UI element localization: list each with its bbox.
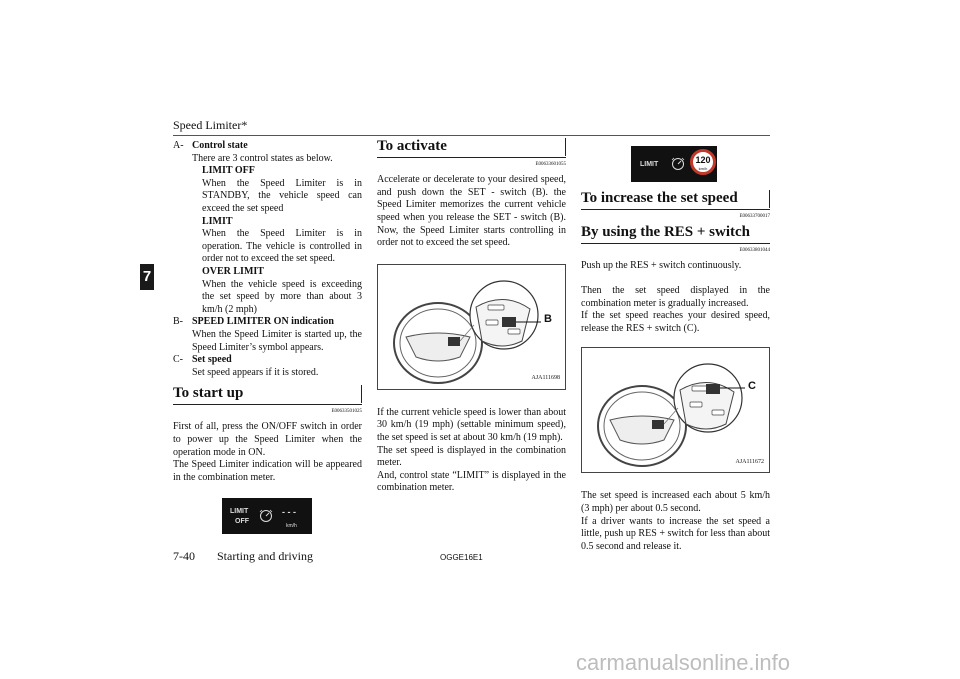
lcd-unit: km/h	[286, 523, 297, 530]
item-a-label: A-	[173, 140, 184, 151]
activate-code: E00633601055	[535, 161, 566, 167]
column-3	[581, 140, 770, 553]
header-title: Speed Limiter*	[173, 118, 248, 132]
set-speed-unit: km/h	[698, 166, 708, 171]
increase-text-1: Push up the RES + switch continuously.	[581, 260, 742, 272]
limit-off-text: When the Speed Limiter is in STANDBY, the vehicle speed can exceed the set speed	[202, 177, 362, 214]
limit-text: When the Speed Limiter is in operation. The vehicle is controlled in order not to exceed the set speed.	[202, 228, 362, 265]
item-a-intro: There are 3 control states as below.	[192, 152, 333, 164]
item-c	[173, 354, 362, 379]
increase-text-3: If the set speed reaches your desired speed, release the RES + switch (C).	[581, 310, 770, 334]
speed-sign-icon	[690, 149, 716, 175]
activate-text-2: If the current vehicle speed is lower than about 30 km/h (19 mph) (settable minimum speed), the set speed is set at about 30 km/h (19 mph).	[377, 406, 566, 443]
column-1	[173, 140, 362, 534]
item-b-label: B-	[173, 316, 183, 328]
start-up-text: First of all, press the ON/OFF switch in order to power up the Speed Limiter when the operation mode in ON.	[173, 421, 362, 458]
start-up-heading: To start up	[173, 387, 362, 405]
over-limit-text: When the vehicle speed is exceeding the set speed by more than about 3 km/h (2 mph)	[202, 278, 362, 315]
figure-callout-b: B	[544, 312, 552, 325]
increase-text-5: If a driver wants to increase the set speed a little, push up RES + switch for less than about 0.5 second and release it.	[581, 515, 770, 552]
item-b-title: SPEED LIMITER ON indication	[192, 316, 334, 328]
section-name: Starting and driving	[217, 549, 313, 563]
activate-text-3: The set speed is displayed in the combination meter.	[377, 444, 566, 469]
item-a-title: Control state	[192, 140, 248, 151]
steering-wheel-figure-b	[377, 264, 566, 390]
figure-id-c: AJA111672	[735, 458, 764, 465]
item-a	[173, 140, 362, 316]
activate-heading: To activate	[377, 140, 566, 158]
res-switch-code: E00633801044	[739, 247, 770, 253]
watermark: carmanualsonline.info	[576, 650, 791, 675]
header-rule	[173, 135, 770, 136]
start-up-text-2: The Speed Limiter indication will be appeared in the combination meter.	[173, 459, 362, 483]
limit-display	[631, 146, 717, 182]
footer-left	[173, 549, 335, 564]
item-b-text: When the Speed Limiter is started up, the Speed Limiter’s symbol appears.	[192, 328, 362, 353]
document-code: OGGE16E1	[440, 553, 483, 562]
page-number: 7-40	[173, 549, 195, 563]
increase-code: E00633700017	[739, 213, 770, 219]
limit-off-title: LIMIT OFF	[202, 165, 255, 177]
lcd-limit-label: LIMIT	[230, 508, 249, 516]
increase-heading: To increase the set speed	[581, 192, 770, 210]
increase-text-2: Then the set speed displayed in the combination meter is gradually increased.	[581, 284, 770, 309]
limit-title: LIMIT	[202, 215, 233, 227]
figure-callout-c: C	[748, 380, 756, 393]
activate-text-1: Accelerate or decelerate to your desired speed, and push down the SET - switch (B). the Speed Limiter memorizes the current vehicle speed when you release the SET - switch (B). Now, the Speed Limiter starts controlling in order not to exceed the set speed.	[377, 174, 566, 249]
lcd-limit-text: LIMIT	[640, 161, 659, 168]
item-c-text: Set speed appears if it is stored.	[192, 366, 319, 378]
limit-off-display	[222, 498, 312, 534]
steering-wheel-figure-c	[581, 347, 770, 473]
item-b	[173, 316, 362, 354]
speed-limiter-active-icon	[671, 157, 685, 171]
lcd-off-label: OFF	[235, 518, 249, 526]
activate-text-4: And, control state “LIMIT” is displayed in the combination meter.	[377, 469, 566, 494]
over-limit-title: OVER LIMIT	[202, 265, 264, 277]
chapter-tab: 7	[140, 264, 154, 290]
res-switch-heading: By using the RES + switch	[581, 226, 770, 244]
set-speed-value: 120	[695, 155, 711, 165]
steering-wheel-illustration-c	[582, 348, 769, 472]
start-up-code: E00633501025	[331, 408, 362, 414]
increase-text-4: The set speed is increased each about 5 km/h (3 mph) per about 0.5 second.	[581, 490, 770, 514]
item-c-title: Set speed	[192, 354, 232, 366]
steering-wheel-illustration	[378, 265, 565, 389]
item-c-label: C-	[173, 354, 183, 366]
lcd-dashes: - - -	[282, 507, 296, 518]
column-2	[377, 140, 566, 495]
speed-limiter-icon	[259, 509, 273, 523]
figure-id-b: AJA111698	[531, 375, 560, 382]
